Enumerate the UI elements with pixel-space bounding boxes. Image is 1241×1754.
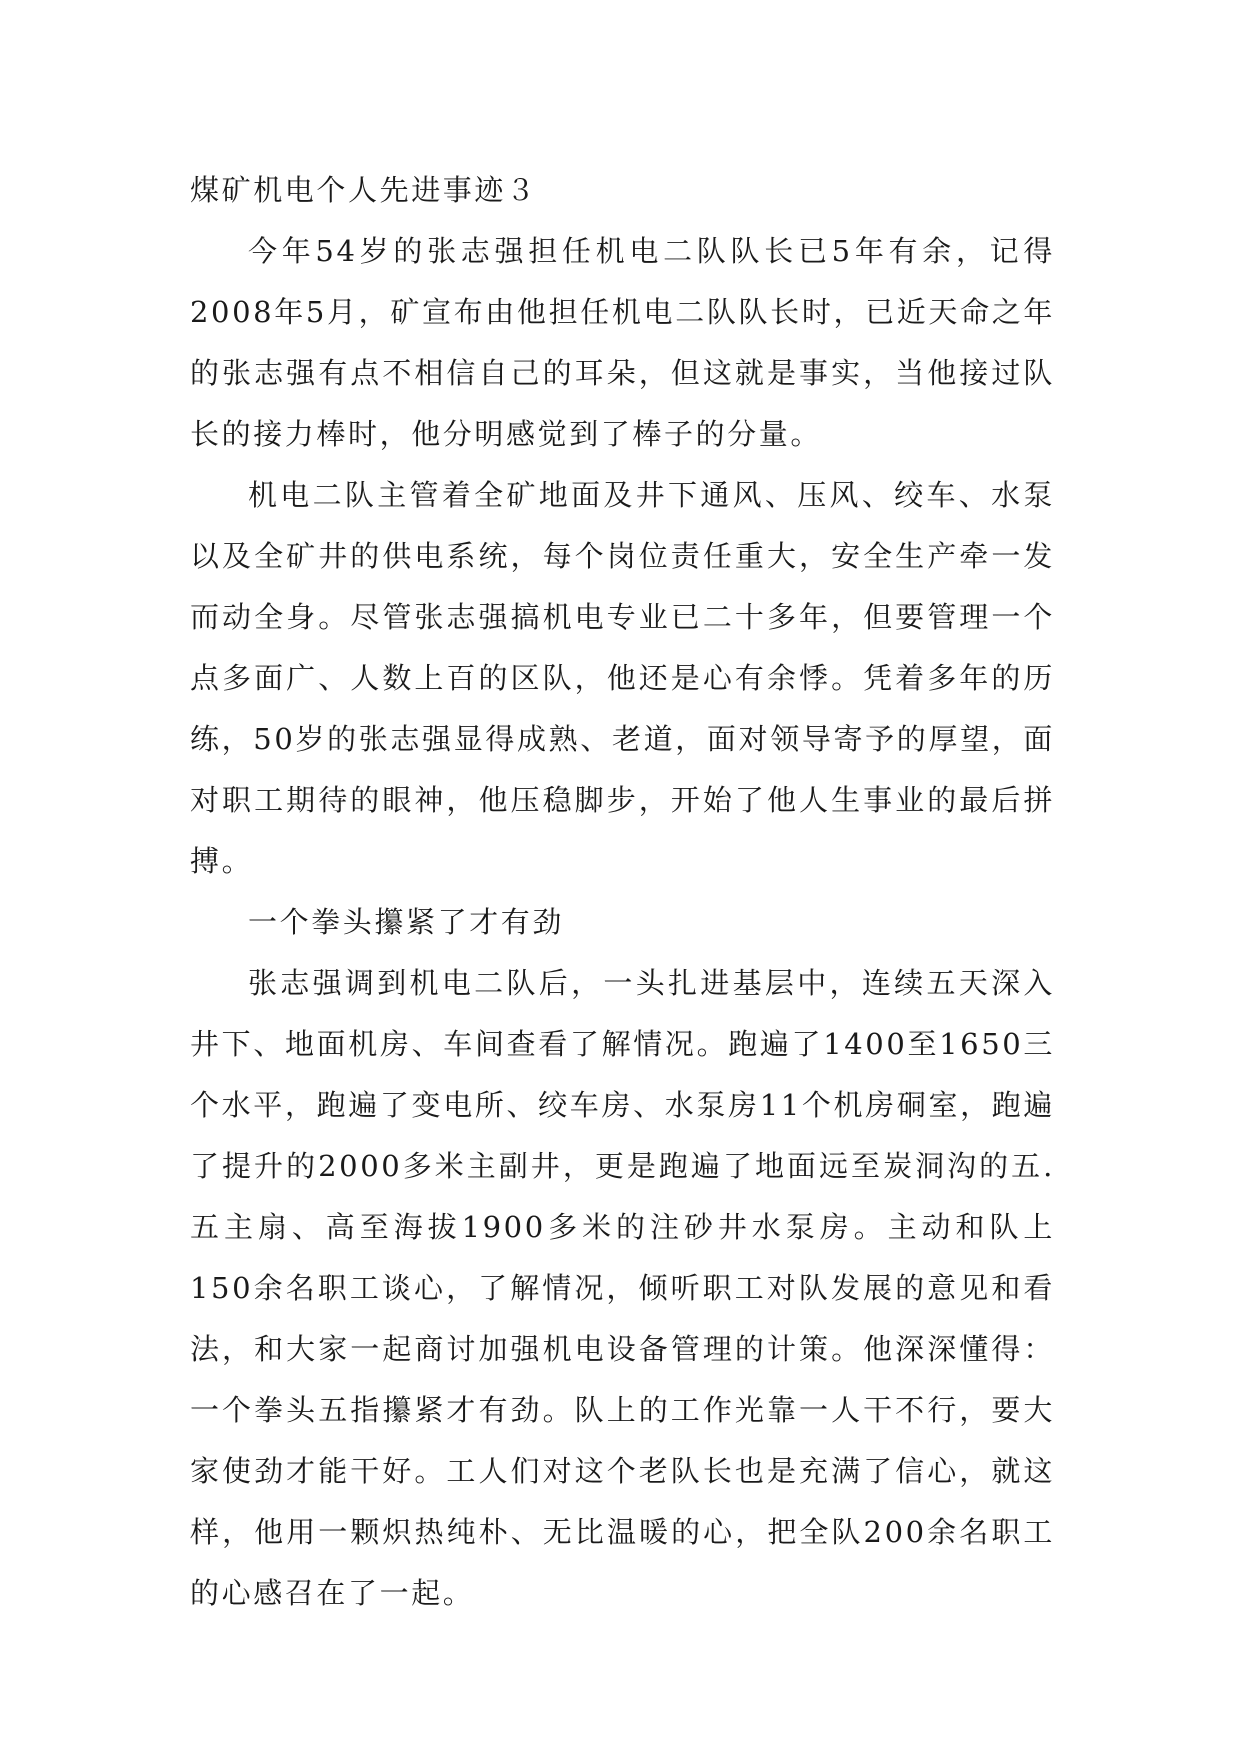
document-title: 煤矿机电个人先进事迹３	[190, 173, 538, 207]
section-subheading: 一个拳头攥紧了才有劲	[248, 905, 565, 939]
document-body	[190, 160, 1055, 1624]
paragraph-intro: 今年54岁的张志强担任机电二队队长已5年有余，记得2008年5月，矿宣布由他担任机电二队队长时，已近天命之年的张志强有点不相信自己的耳朵，但这就是事实，当他接过队长的接力棒时，他分明感觉到了棒子的分量。	[190, 234, 1055, 451]
paragraph-responsibilities: 机电二队主管着全矿地面及井下通风、压风、绞车、水泵以及全矿井的供电系统，每个岗位责任重大，安全生产牵一发而动全身。尽管张志强搞机电专业已二十多年，但要管理一个点多面广、人数上百的区队，他还是心有余悸。凭着多年的历练，50岁的张志强显得成熟、老道，面对领导寄予的厚望，面对职工期待的眼神，他压稳脚步，开始了他人生事业的最后拼搏。	[190, 478, 1055, 878]
paragraph-field-work: 张志强调到机电二队后，一头扎进基层中，连续五天深入井下、地面机房、车间查看了解情况。跑遍了1400至1650三个水平，跑遍了变电所、绞车房、水泵房11个机房硐室，跑遍了提升的2000多米主副井，更是跑遍了地面远至炭洞沟的五.五主扇、高至海拔1900多米的注砂井水泵房。主动和队上150余名职工谈心，了解情况，倾听职工对队发展的意见和看法，和大家一起商讨加强机电设备管理的计策。他深深懂得：一个拳头五指攥紧才有劲。队上的工作光靠一人干不行，要大家使劲才能干好。工人们对这个老队长也是充满了信心，就这样，他用一颗炽热纯朴、无比温暖的心，把全队200余名职工的心感召在了一起。	[190, 966, 1055, 1610]
